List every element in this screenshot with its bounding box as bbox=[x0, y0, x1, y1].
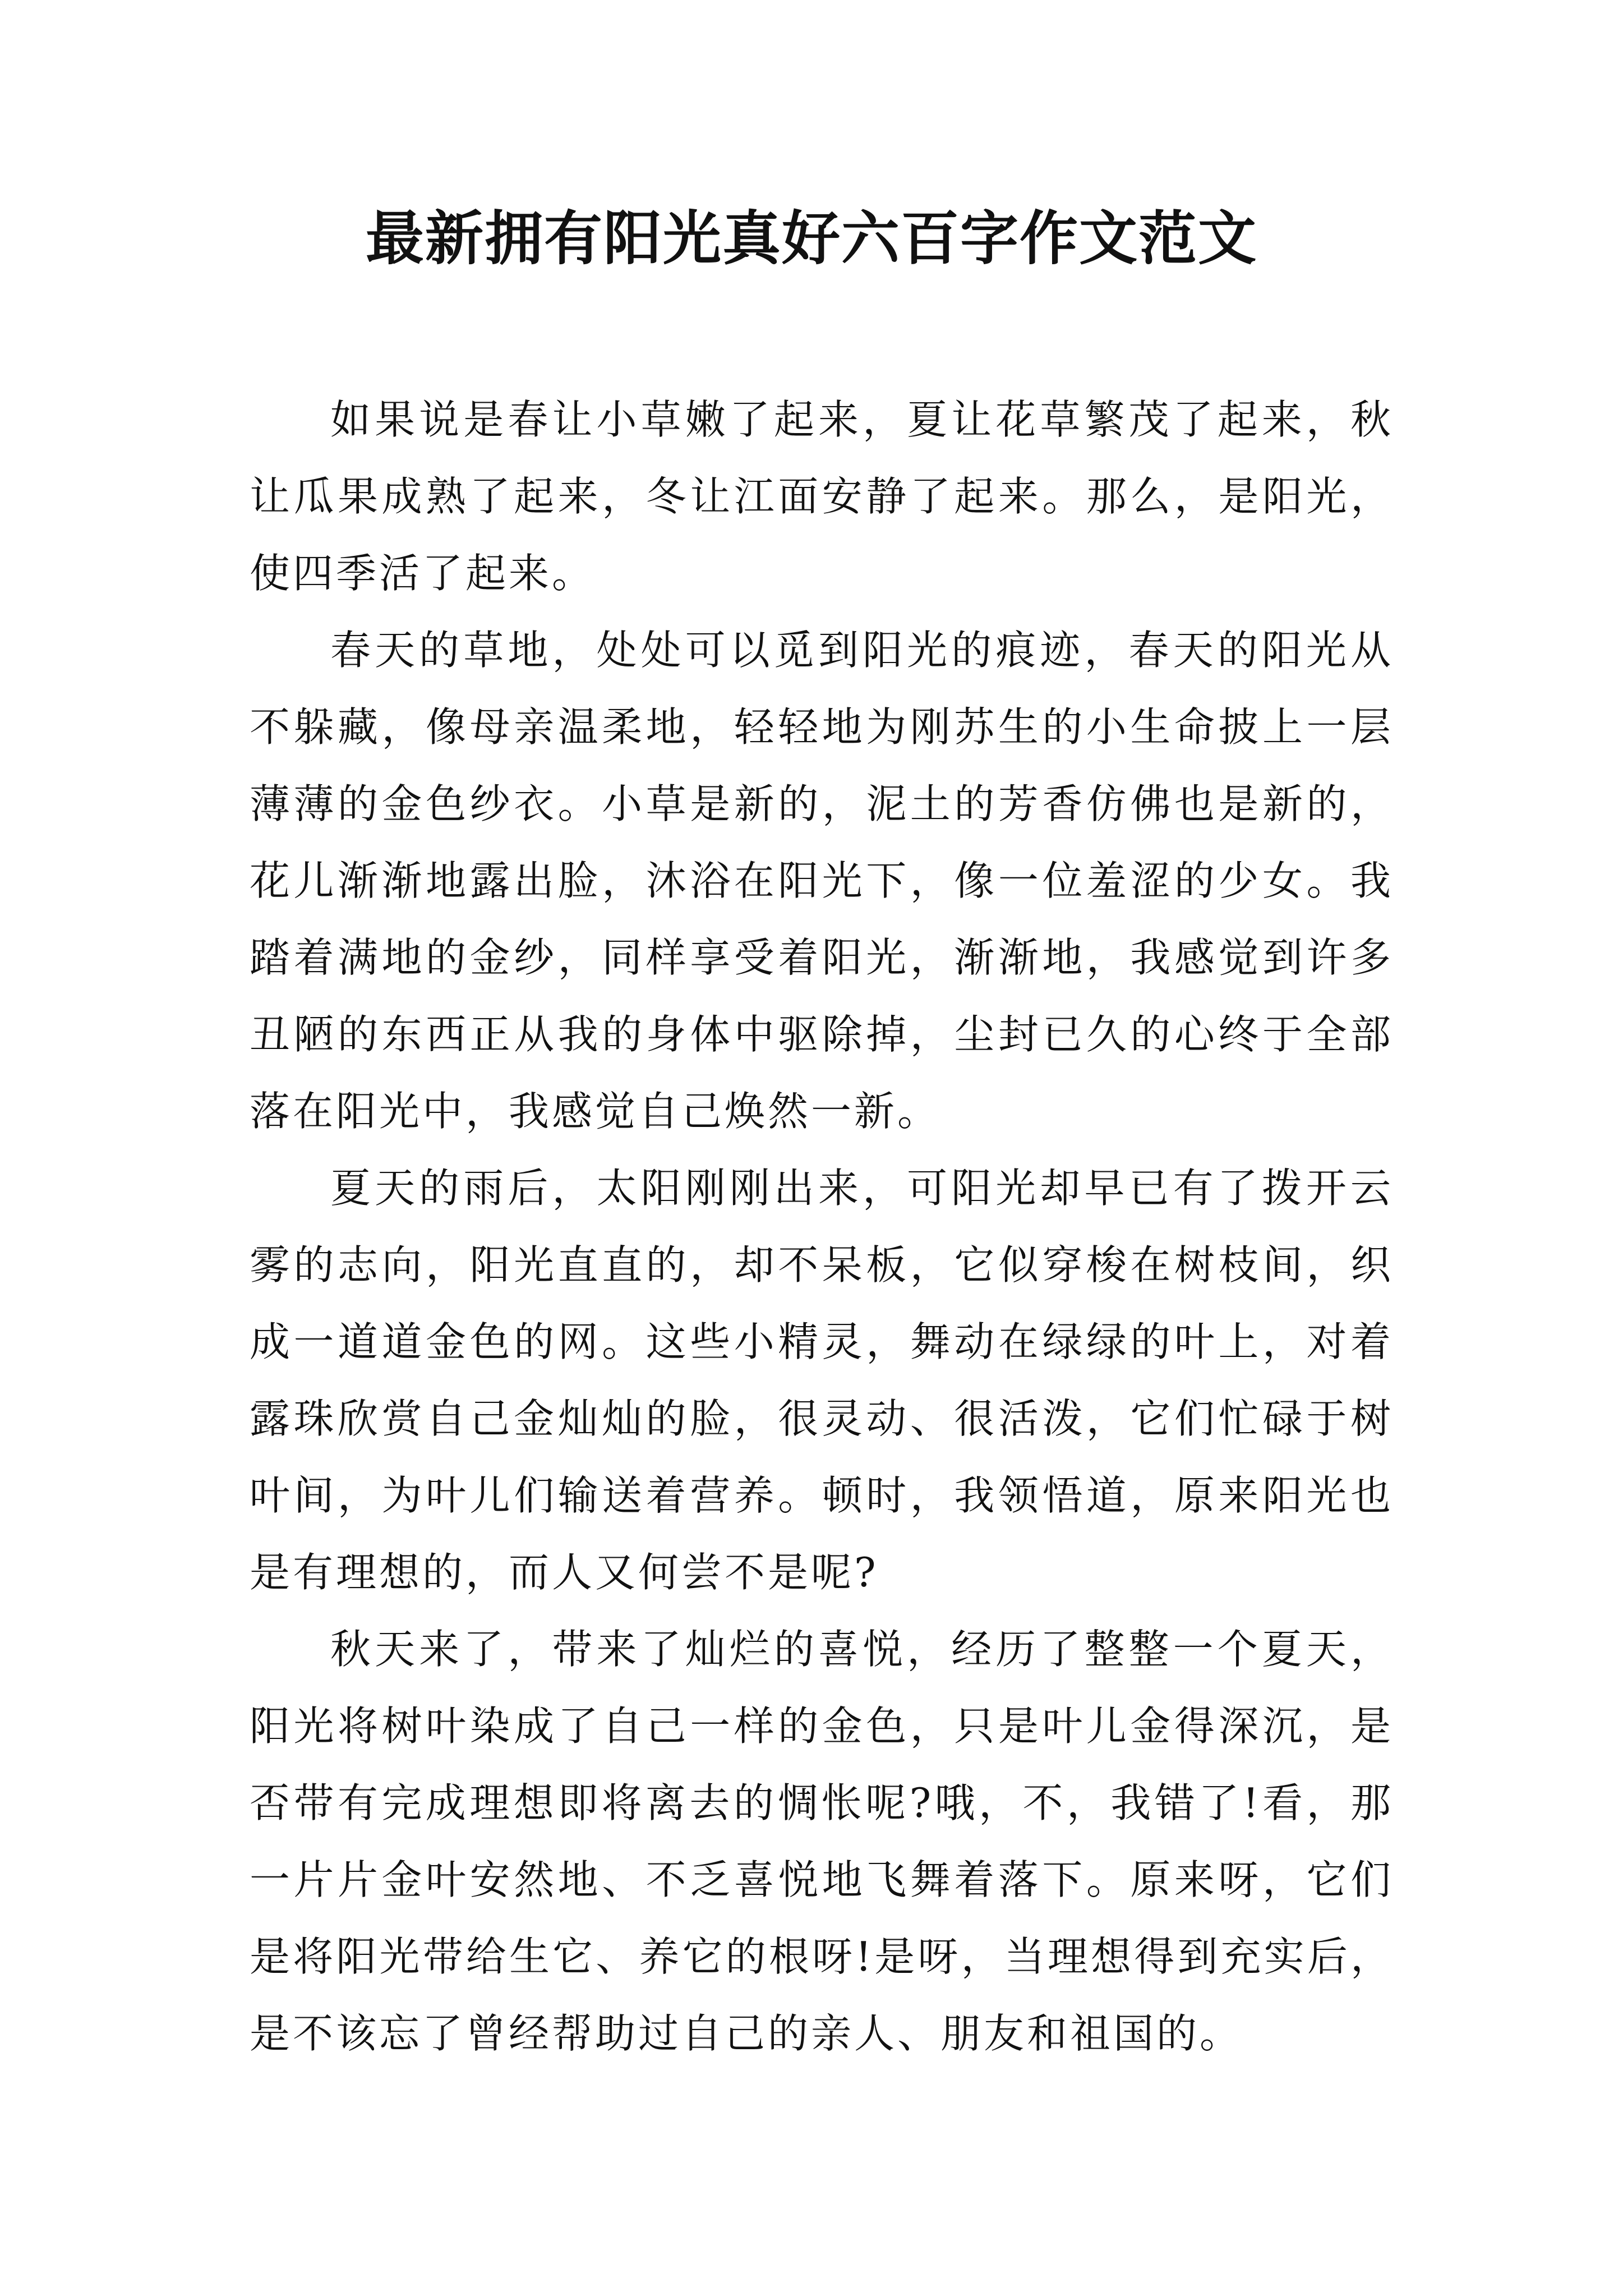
paragraph-2: 春天的草地，处处可以觅到阳光的痕迹，春天的阳光从不躲藏，像母亲温柔地，轻轻地为刚苏生的小生命披上一层薄薄的金色纱衣。小草是新的，泥土的芳香仿佛也是新的，花儿渐渐地露出脸，沐浴在阳光下，像一位羞涩的少女。我踏着满地的金纱，同样享受着阳光，渐渐地，我感觉到许多丑陋的东西正从我的身体中驱除掉，尘封已久的心终于全部落在阳光中，我感觉自己焕然一新。 bbox=[250, 627, 1394, 1135]
paragraph-1: 如果说是春让小草嫩了起来，夏让花草繁茂了起来，秋让瓜果成熟了起来，冬让江面安静了起来。那么，是阳光，使四季活了起来。 bbox=[250, 396, 1394, 597]
document-title: 最新拥有阳光真好六百字作文范文 bbox=[365, 204, 1257, 273]
document-body bbox=[250, 381, 1394, 2072]
paragraph-4: 秋天来了，带来了灿烂的喜悦，经历了整整一个夏天，阳光将树叶染成了自己一样的金色，只是叶儿金得深沉，是否带有完成理想即将离去的惆怅呢?哦，不，我错了!看，那一片片金叶安然地、不乏喜悦地飞舞着落下。原来呀，它们是将阳光带给生它、养它的根呀!是呀，当理想得到充实后，是不该忘了曾经帮助过自己的亲人、朋友和祖国的。 bbox=[250, 1626, 1394, 2057]
paragraph-3: 夏天的雨后，太阳刚刚出来，可阳光却早已有了拨开云雾的志向，阳光直直的，却不呆板，它似穿梭在树枝间，织成一道道金色的网。这些小精灵，舞动在绿绿的叶上，对着露珠欣赏自己金灿灿的脸，很灵动、很活泼，它们忙碌于树叶间，为叶儿们输送着营养。顿时，我领悟道，原来阳光也是有理想的，而人又何尝不是呢? bbox=[250, 1165, 1394, 1596]
